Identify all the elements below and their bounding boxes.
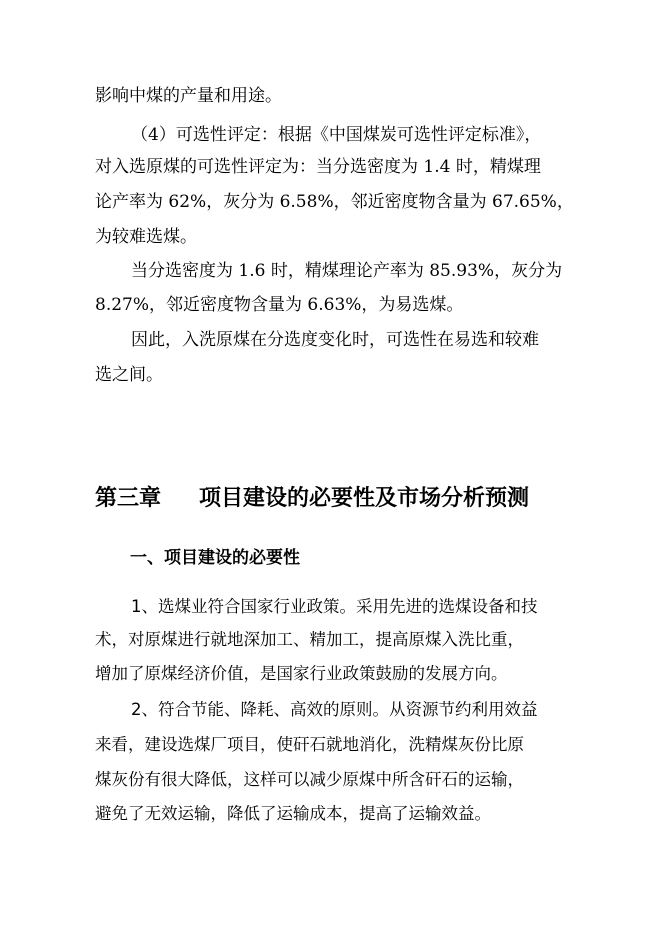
section-heading: 一、项目建设的必要性	[130, 548, 300, 568]
paragraph-line: 煤灰份有很大降低，这样可以减少原煤中所含矸石的运输，	[95, 770, 524, 789]
paragraph-line: 论产率为 62%，灰分为 6.58%，邻近密度物含量为 67.65%，	[95, 192, 574, 212]
paragraph-line: 为较难选煤。	[95, 227, 197, 247]
paragraph-line: 选之间。	[95, 365, 163, 385]
paragraph-line: 避免了无效运输，降低了运输成本，提高了运输效益。	[95, 804, 491, 823]
paragraph-line: 因此，入洗原煤在分选度变化时，可选性在易选和较难	[131, 330, 539, 350]
paragraph-line: 当分选密度为 1.6 时，精煤理论产率为 85.93%，灰分为	[131, 261, 563, 281]
paragraph-line: 影响中煤的产量和用途。	[95, 86, 282, 106]
paragraph-line: 术，对原煤进行就地深加工、精加工，提高原煤入洗比重，	[95, 630, 524, 649]
paragraph-line: 来看，建设选煤厂项目，使矸石就地消化，洗精煤灰份比原	[95, 735, 524, 754]
paragraph-line: 8.27%，邻近密度物含量为 6.63%，为易选煤。	[95, 295, 464, 315]
chapter-number: 第三章	[95, 486, 162, 511]
chapter-title: 项目建设的必要性及市场分析预测	[199, 486, 530, 511]
paragraph-line: 增加了原煤经济价值，是国家行业政策鼓励的发展方向。	[95, 664, 508, 683]
paragraph-line: 2、符合节能、降耗、高效的原则。从资源节约利用效益	[131, 700, 538, 719]
chapter-heading	[95, 484, 529, 514]
paragraph-line: （4）可选性评定：根据《中国煤炭可选性评定标准》，	[131, 125, 542, 145]
paragraph-line: 1、选煤业符合国家行业政策。采用先进的选煤设备和技	[131, 597, 538, 616]
paragraph-line: 对入选原煤的可选性评定为：当分选密度为 1.4 时，精煤理	[95, 157, 541, 177]
